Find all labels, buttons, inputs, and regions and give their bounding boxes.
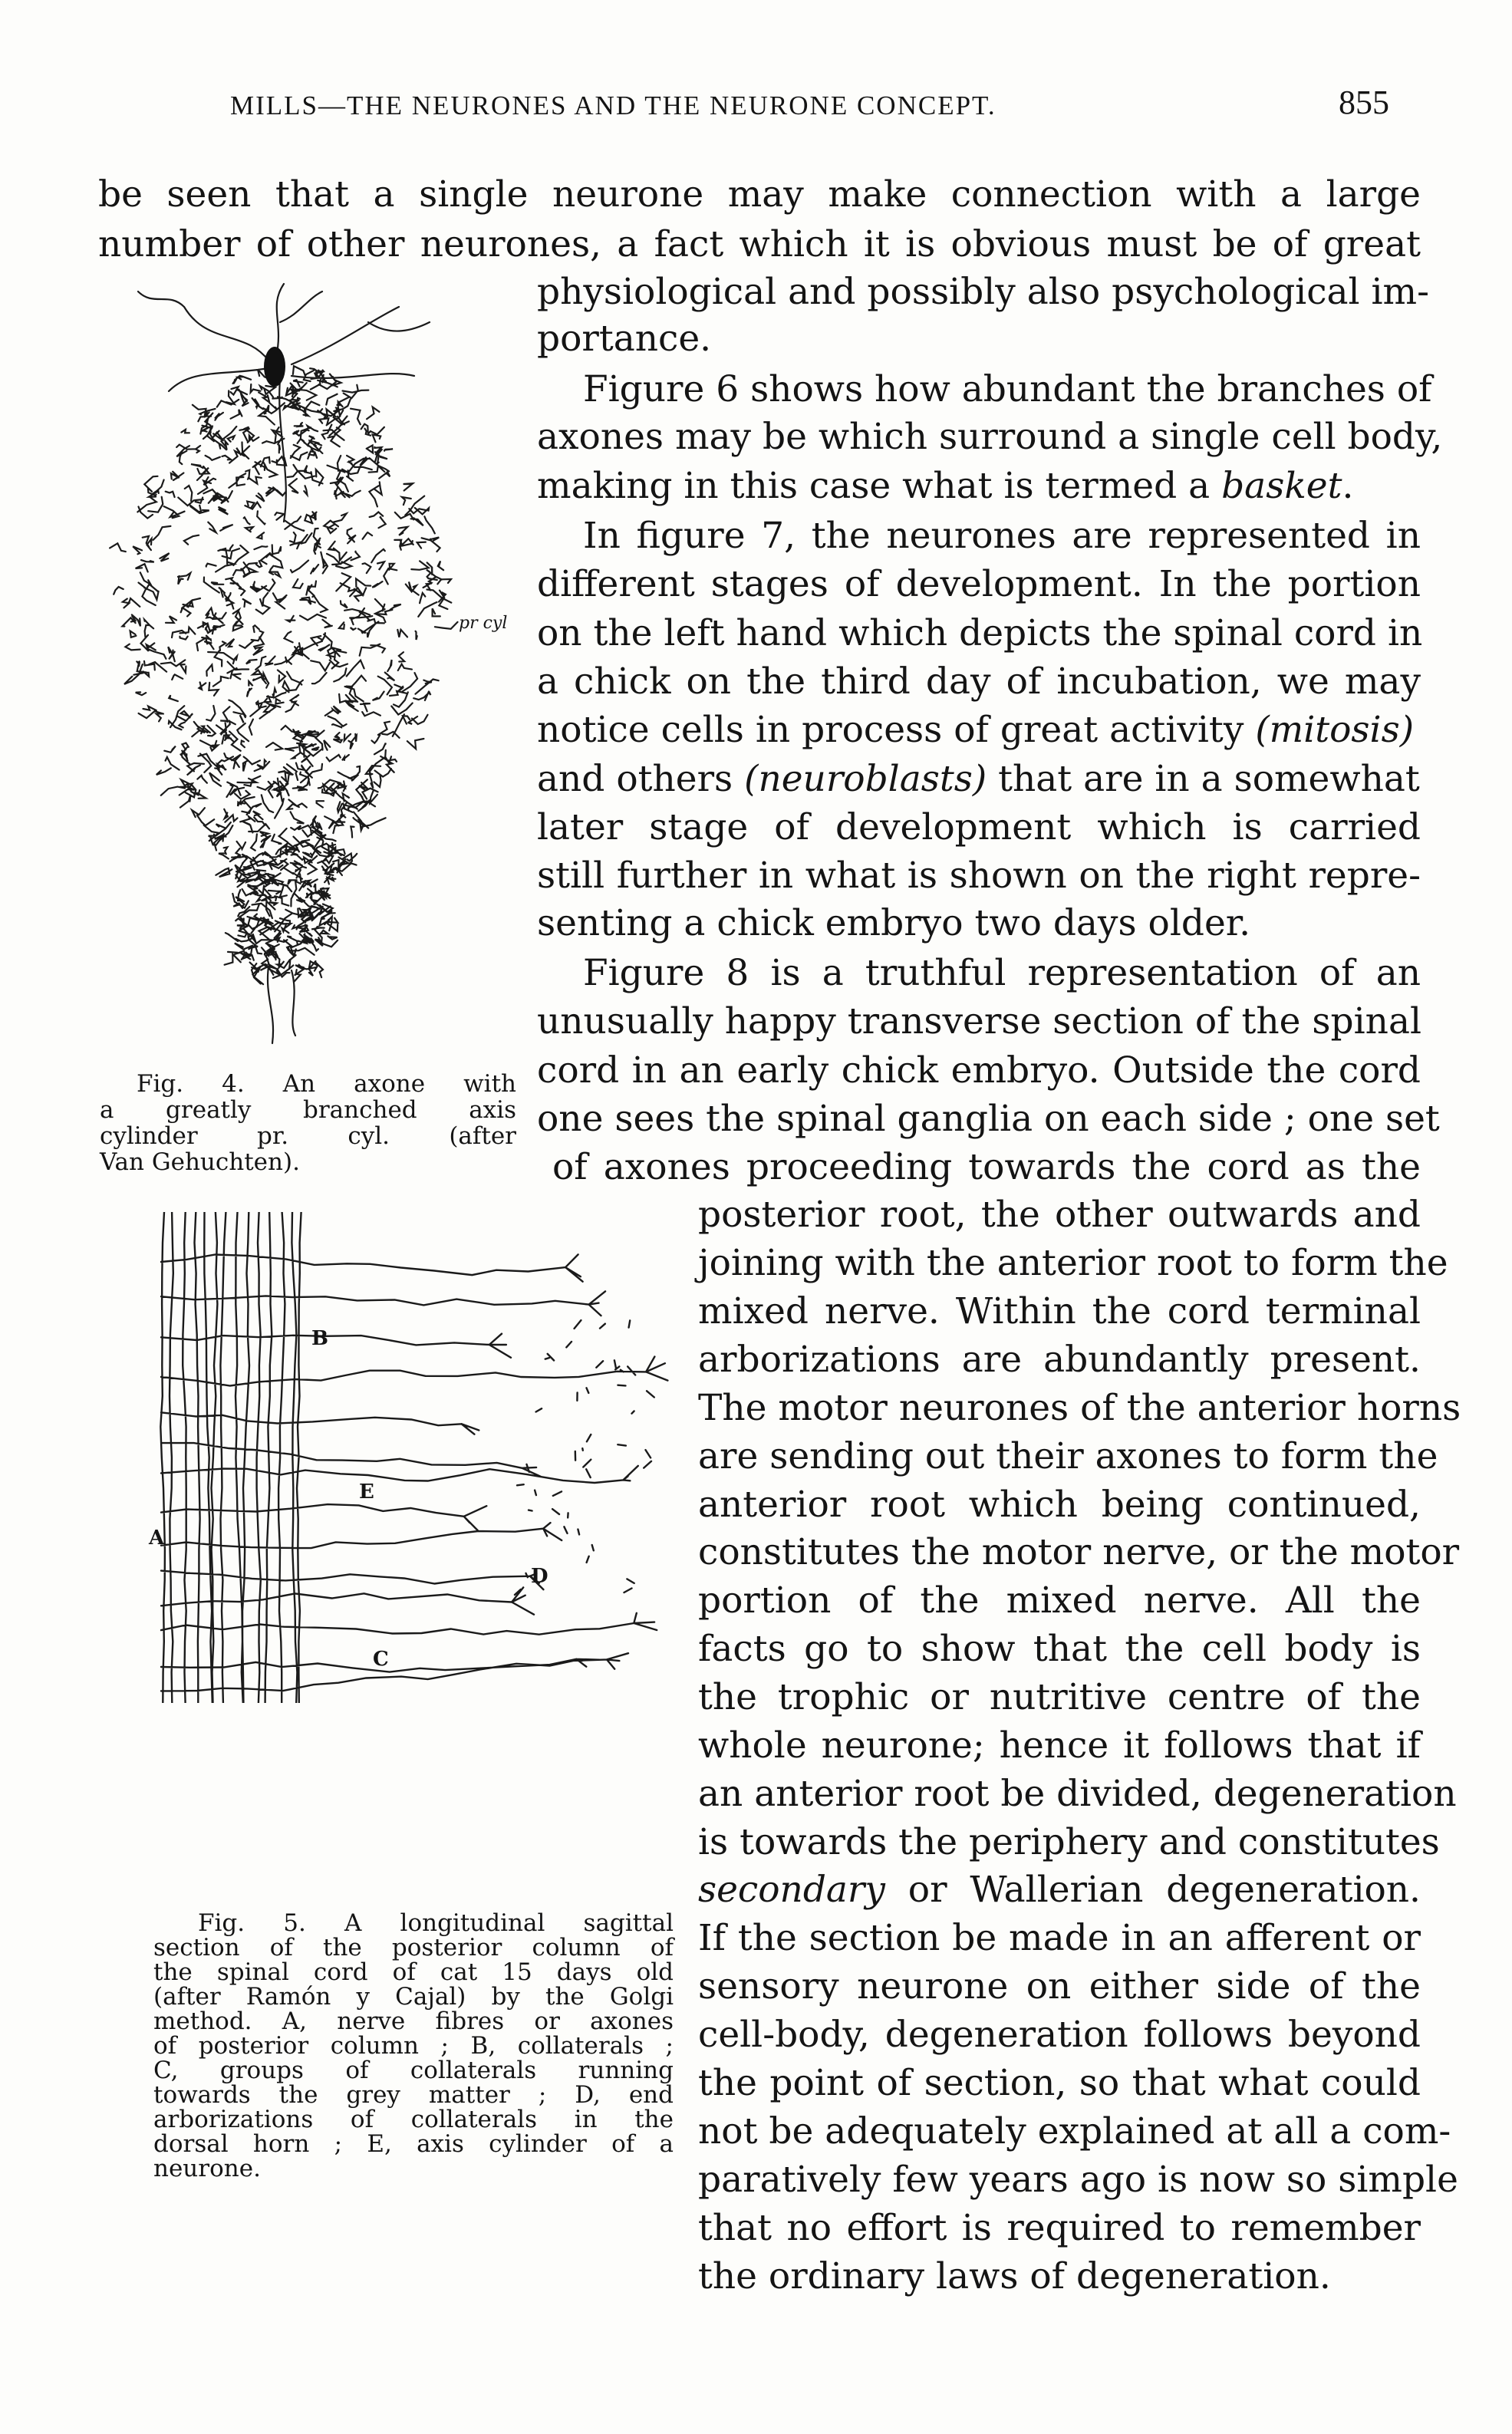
body-line: anterior root which being continued, <box>698 1484 1421 1526</box>
body-line: posterior root, the other outwards and <box>698 1194 1421 1236</box>
figure-4-caption-line: a greatly branched axis <box>100 1096 516 1124</box>
figure-5-caption-line: arborizations of collaterals in the <box>153 2106 674 2133</box>
body-line: In figure 7, the neurones are represented in <box>583 515 1421 557</box>
body-line: the ordinary laws of degeneration. <box>698 2255 1331 2297</box>
body-line: arborizations are abundantly present. <box>698 1339 1421 1381</box>
body-line: physiological and possibly also psychological im- <box>537 271 1429 313</box>
figure-5-caption-line: neurone. <box>153 2155 261 2182</box>
body-line: Figure 8 is a truthful representation of an <box>583 952 1421 994</box>
figure-4-illustration <box>92 276 522 1051</box>
body-line: cord in an early chick embryo. Outside the cord <box>537 1049 1421 1092</box>
figure-4-caption-line: cylinder pr. cyl. (after <box>100 1122 516 1150</box>
figure-4-label-prcyl: pr cyl <box>459 614 508 633</box>
body-line: secondary or Wallerian degeneration. <box>698 1869 1421 1911</box>
figure-4-caption-line: Van Gehuchten). <box>100 1148 300 1176</box>
figure-5-caption-line: Fig. 5. A longitudinal sagittal <box>198 1909 674 1937</box>
body-line: still further in what is shown on the right repre- <box>537 855 1421 897</box>
body-line: later stage of development which is carried <box>537 806 1421 848</box>
body-line: be seen that a single neurone may make connection with a large <box>98 173 1421 216</box>
body-line: are sending out their axones to form the <box>698 1435 1438 1477</box>
spinal-cord-section-drawing <box>160 1212 667 1703</box>
figure-5-caption-line: the spinal cord of cat 15 days old <box>153 1958 674 1986</box>
cell-body-shape <box>264 347 285 387</box>
body-line: constitutes the motor nerve, or the motor <box>698 1531 1460 1573</box>
body-line: facts go to show that the cell body is <box>698 1628 1421 1670</box>
body-line: different stages of development. In the portion <box>537 563 1421 605</box>
figure-5-label-c: C <box>373 1648 389 1671</box>
body-line: making in this case what is termed a basket. <box>537 465 1354 507</box>
body-line: and others (neuroblasts) that are in a somewhat <box>537 758 1420 800</box>
body-line: axones may be which surround a single cell body, <box>537 416 1443 458</box>
body-line: Figure 6 shows how abundant the branches of <box>583 368 1432 410</box>
body-line: mixed nerve. Within the cord terminal <box>698 1290 1421 1332</box>
body-line: The motor neurones of the anterior horns <box>698 1387 1461 1429</box>
body-line: not be adequately explained at all a com- <box>698 2110 1451 2152</box>
body-line: the point of section, so that what could <box>698 2062 1421 2104</box>
body-line: whole neurone; hence it follows that if <box>698 1724 1421 1767</box>
body-line: cell-body, degeneration follows beyond <box>698 2014 1421 2056</box>
body-line: paratively few years ago is now so simple <box>698 2159 1458 2201</box>
body-line: unusually happy transverse section of the spinal <box>537 1000 1421 1042</box>
body-line: one sees the spinal ganglia on each side ; one set <box>537 1098 1440 1140</box>
figure-5-label-b: B <box>311 1327 328 1350</box>
figure-5-caption-line: towards the grey matter ; D, end <box>153 2081 674 2109</box>
body-line: is towards the periphery and constitutes <box>698 1821 1440 1863</box>
figure-5-label-d: D <box>531 1565 548 1588</box>
figure-5-label-e: E <box>359 1480 374 1504</box>
body-line: that no effort is required to remember <box>698 2207 1421 2249</box>
body-line: sensory neurone on either side of the <box>698 1965 1421 2007</box>
body-line: senting a chick embryo two days older. <box>537 902 1251 944</box>
running-head: MILLS—THE NEURONES AND THE NEURONE CONCEPT. <box>230 91 996 120</box>
figure-5-caption-line: (after Ramón y Cajal) by the Golgi <box>153 1983 674 2011</box>
branching-axone-drawing <box>110 284 457 1043</box>
figure-5-caption-line: section of the posterior column of <box>153 1934 674 1961</box>
figure-5-caption-line: C, groups of collaterals running <box>153 2057 674 2084</box>
body-line: an anterior root be divided, degeneration <box>698 1773 1457 1815</box>
body-line: portance. <box>537 318 712 360</box>
body-line: of axones proceeding towards the cord as the <box>552 1146 1421 1188</box>
page-number: 855 <box>1339 84 1389 121</box>
body-line: notice cells in process of great activity (mitosis) <box>537 709 1415 751</box>
figure-5-caption-line: dorsal horn ; E, axis cylinder of a <box>153 2130 674 2158</box>
body-line: on the left hand which depicts the spinal cord in <box>537 612 1423 654</box>
figure-5-label-a: A <box>149 1527 165 1550</box>
body-line: joining with the anterior root to form the <box>698 1242 1448 1284</box>
figure-5-caption-line: of posterior column ; B, collaterals ; <box>153 2032 674 2060</box>
body-line: number of other neurones, a fact which it is obvious must be of great <box>98 223 1421 265</box>
body-line: a chick on the third day of incubation, we may <box>537 660 1421 703</box>
figure-4-caption-line: Fig. 4. An axone with <box>137 1070 516 1098</box>
body-line: portion of the mixed nerve. All the <box>698 1579 1421 1622</box>
body-line: the trophic or nutritive centre of the <box>698 1676 1421 1718</box>
body-line: If the section be made in an afferent or <box>698 1917 1421 1959</box>
figure-5-illustration <box>149 1212 675 1703</box>
figure-5-caption-line: method. A, nerve fibres or axones <box>153 2007 674 2035</box>
